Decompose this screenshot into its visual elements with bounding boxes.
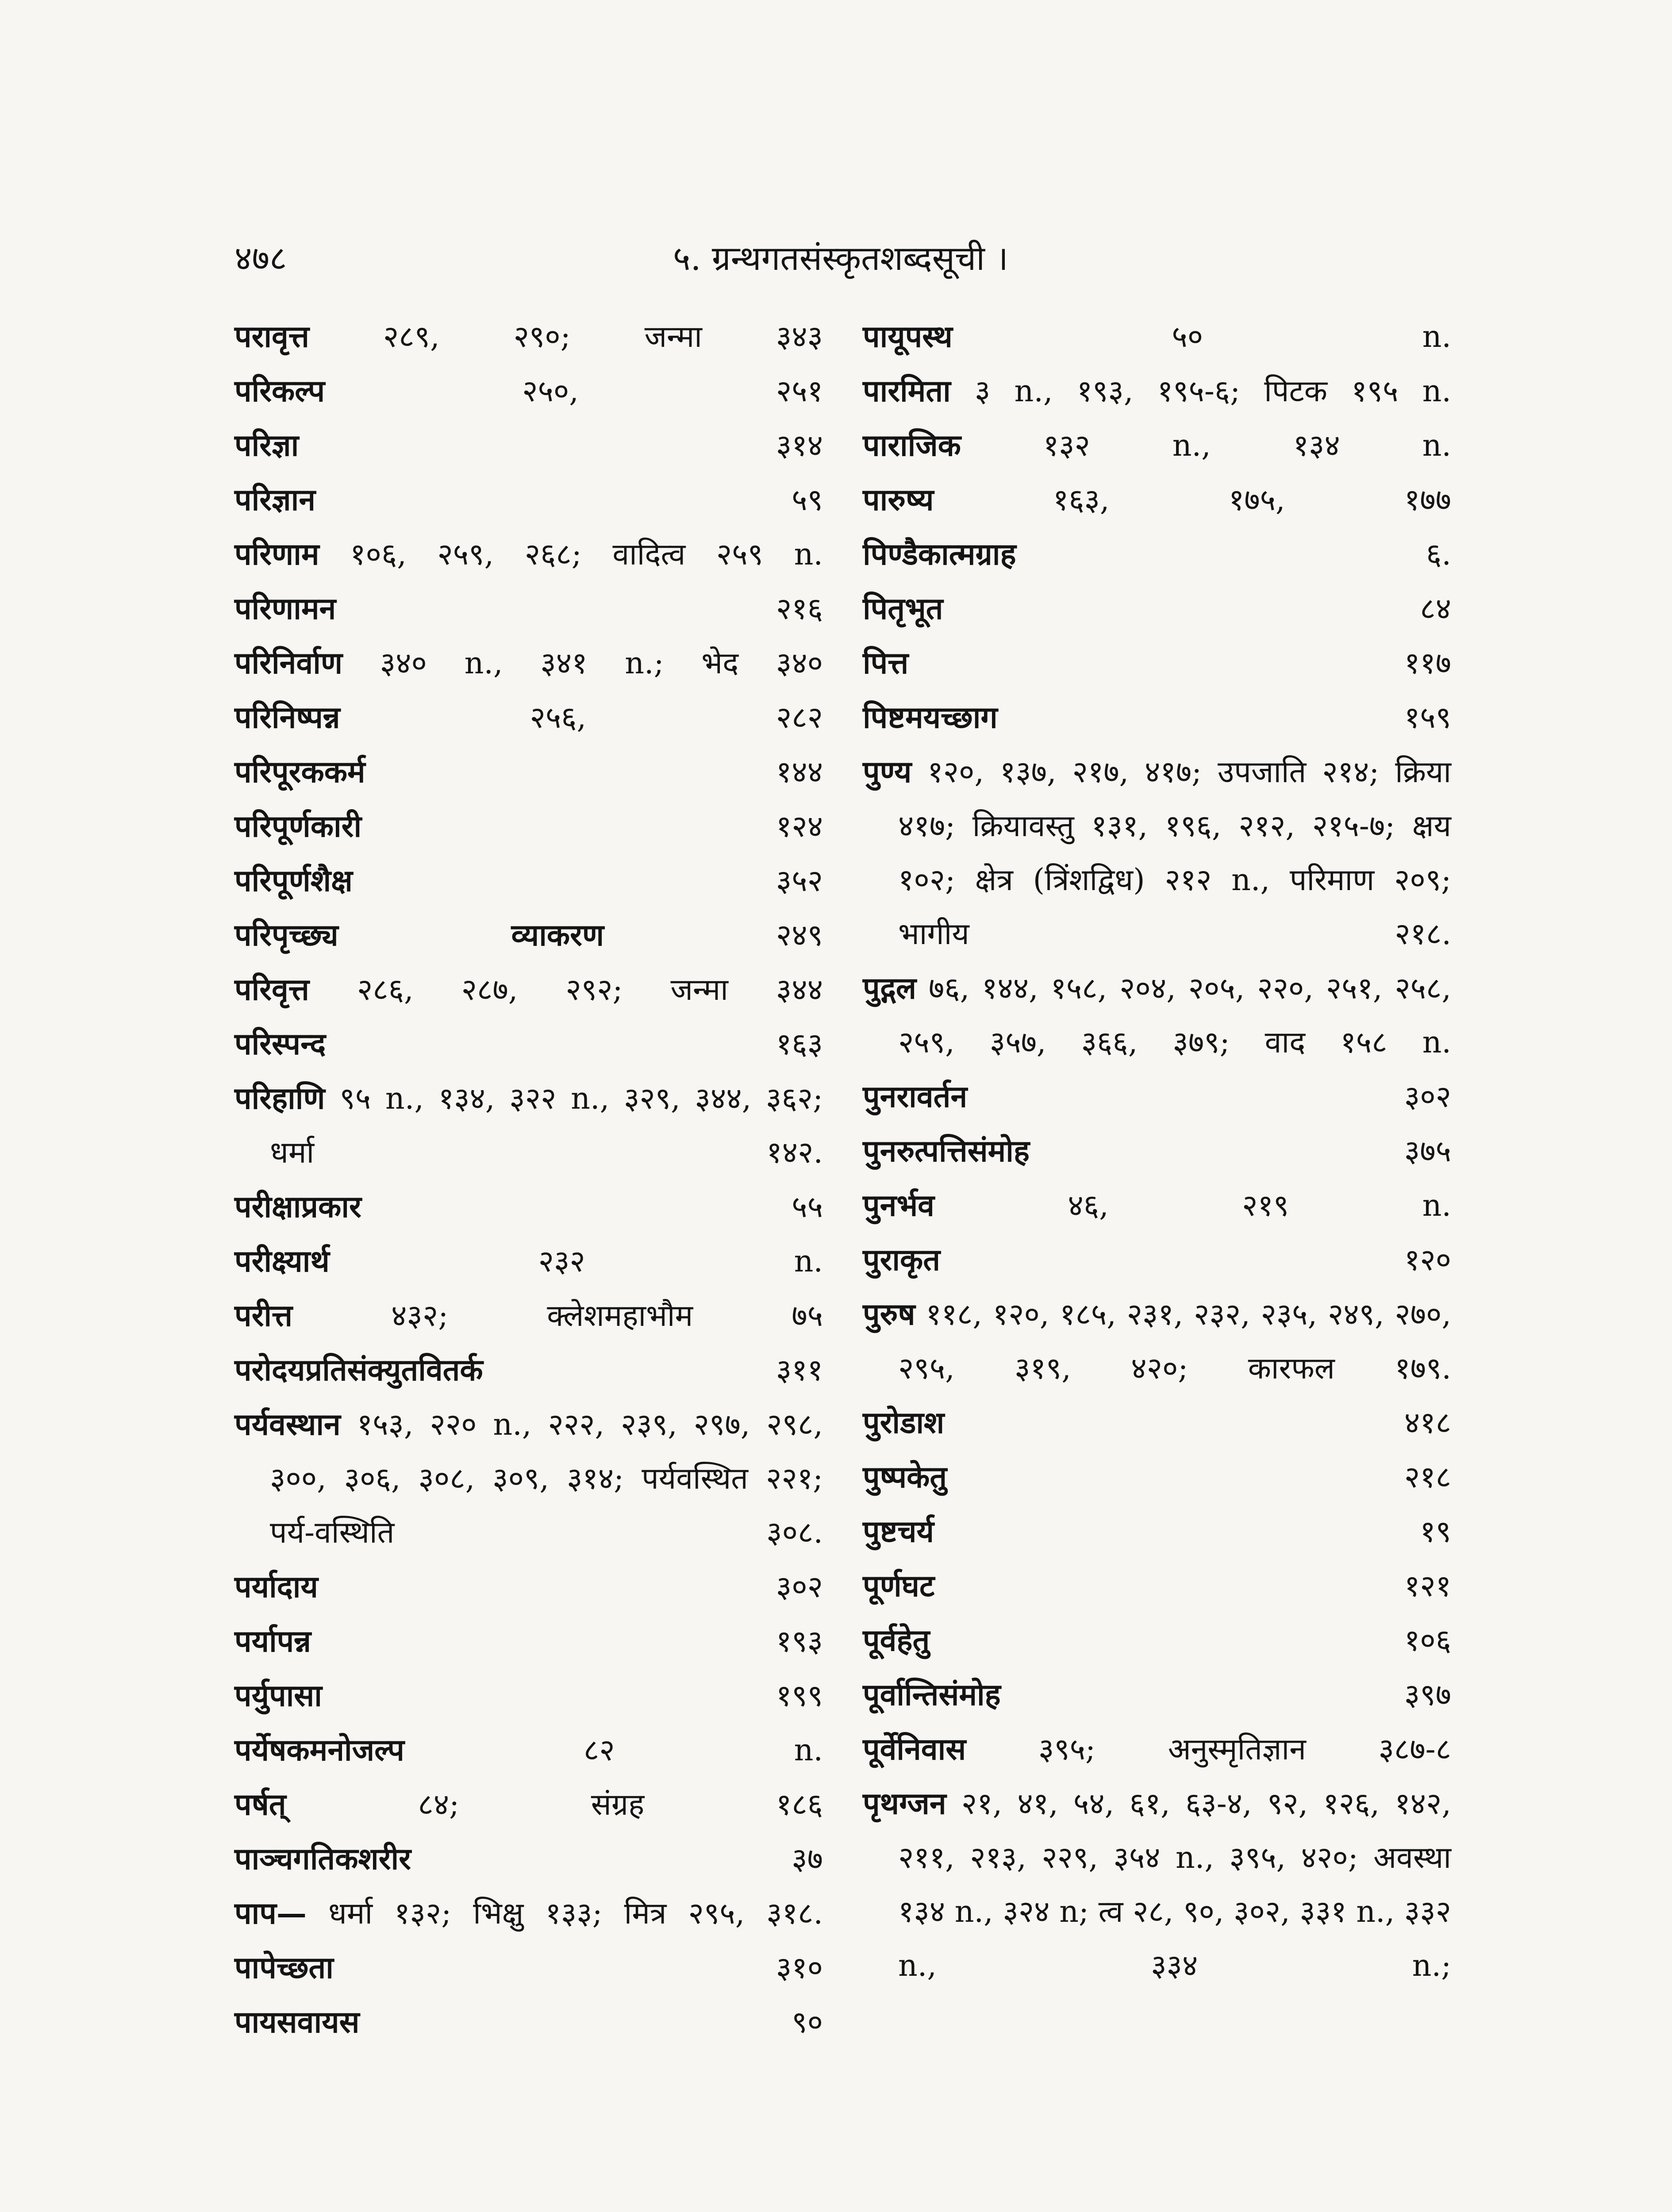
index-references: ३९७ [1404, 1678, 1451, 1713]
index-headword: पायसवायस [234, 2005, 360, 2040]
index-headword: परिज्ञा [234, 428, 299, 463]
index-entry [863, 1124, 1451, 1179]
index-entry [234, 1180, 823, 1234]
index-entry [863, 961, 1451, 1070]
index-headword: परिपूर्णकारी [234, 809, 362, 844]
index-references: ९० [792, 2005, 823, 2040]
index-headword: परिज्ञान [234, 482, 315, 518]
index-entry [234, 473, 823, 527]
index-headword: पुद्गल [863, 971, 916, 1006]
index-references: ९५ n., १३४, ३२२ n., ३२९, ३४४, ३६२; धर्मा १४२. [270, 1081, 823, 1170]
index-references: १४४ [776, 755, 823, 790]
index-headword: पित्त [863, 645, 909, 681]
index-references: ३०२ [1404, 1079, 1451, 1114]
index-references: ३९५; अनुस्मृतिज्ञान ३८७-८ [1038, 1732, 1451, 1767]
index-entry [863, 310, 1451, 364]
index-references: १९ [1420, 1514, 1451, 1549]
index-references: ३०२ [776, 1570, 823, 1605]
index-headword: पुनरुत्पत्तिसंमोह [863, 1133, 1030, 1169]
index-references: ५० n. [1172, 319, 1451, 354]
index-headword: परिपृच्छ्य व्याकरण [234, 918, 604, 953]
index-entry [234, 1071, 823, 1180]
index-headword: पर्यादाय [234, 1569, 318, 1605]
index-entry [863, 1559, 1451, 1613]
index-headword: पारुष्य [863, 482, 934, 518]
index-headword: पर्येषकमनोजल्प [234, 1732, 404, 1768]
index-headword: पुण्य [863, 754, 912, 790]
running-title: ५. ग्रन्थगतसंस्कृतशब्दसूची । [673, 238, 1008, 278]
index-headword: परिणामन [234, 591, 336, 626]
index-references: ३१० [776, 1951, 823, 1985]
index-entry [234, 1614, 823, 1669]
index-entry [863, 1179, 1451, 1233]
index-references: २५६, २८२ [530, 700, 823, 735]
index-references: १५३, २२० n., २२२, २३९, २९७, २९८, ३००, ३०६, ३०८, ३०९, ३१४; पर्यवस्थित २२१; पर्य-वस्थिति ३०८. [270, 1407, 823, 1550]
index-headword: पाराजिक [863, 428, 961, 463]
index-entry [863, 1613, 1451, 1668]
index-headword: परावृत्त [234, 319, 309, 354]
index-headword: परीत्त [234, 1298, 293, 1333]
index-references: २३२ n. [538, 1244, 823, 1279]
index-entry [234, 1995, 823, 2050]
index-references: ४१८ [1404, 1406, 1451, 1440]
index-references: ४३२; क्लेशमहाभौम ७५ [391, 1298, 823, 1333]
index-entry [234, 1398, 823, 1560]
index-entry [863, 1287, 1451, 1396]
index-references: २१, ४१, ५४, ६१, ६३-४, ९२, १२६, १४२, २११, २१३, २२९, ३५४ n., ३९५, ४२०; अवस्था १३४ n., ३२४ n; त्व २८, ९०, ३०२, ३३१ n., ३३२ n., ३३४ n.; [898, 1786, 1451, 1983]
index-references: ७६, १४४, १५८, २०४, २०५, २२०, २५१, २५८, २५९, ३५७, ३६६, ३७९; वाद १५८ n. [898, 971, 1451, 1060]
index-entry [234, 1017, 823, 1071]
index-entry [234, 419, 823, 473]
index-columns [234, 310, 1451, 2212]
index-references: ३७ [792, 1842, 823, 1877]
index-headword: पिण्डैकात्मग्राह [863, 537, 1016, 572]
index-headword: पर्षत् [234, 1787, 286, 1822]
index-entry [234, 745, 823, 799]
index-entry [863, 1233, 1451, 1287]
index-entry [863, 1722, 1451, 1777]
index-entry [863, 582, 1451, 636]
index-references: १६३ [776, 1027, 823, 1062]
index-headword: पुरोडाश [863, 1405, 945, 1440]
index-entry [234, 1669, 823, 1723]
index-headword: पुनर्भव [863, 1188, 934, 1223]
index-entry [234, 1832, 823, 1886]
index-references: ५५ [792, 1190, 823, 1225]
index-entry [863, 745, 1451, 961]
index-entry [234, 1778, 823, 1832]
index-headword: पायूपस्थ [863, 319, 953, 354]
index-references: ३१४ [776, 428, 823, 463]
index-headword: परिपूर्णशैक्ष [234, 863, 353, 899]
index-references: ५९ [792, 483, 823, 518]
index-headword: पारमिता [863, 373, 951, 409]
index-headword: परोदयप्रतिसंक्युतवितर्क [234, 1352, 483, 1388]
index-headword: पापेच्छता [234, 1950, 334, 1985]
index-entry [234, 963, 823, 1017]
index-references: ६. [1426, 537, 1451, 572]
index-entry [863, 1777, 1451, 1993]
index-headword: परिनिष्पन्न [234, 700, 340, 735]
index-references: २८९, २९०; जन्मा ३४३ [383, 319, 823, 354]
index-entry [234, 908, 823, 963]
index-entry [863, 1668, 1451, 1722]
index-entry [234, 1343, 823, 1398]
index-headword: पूर्वान्तिसंमोह [863, 1677, 1001, 1713]
index-references: धर्मा १३२; भिक्षु १३३; मित्र २९५, ३१८. [328, 1896, 823, 1931]
index-references: ३७५ [1404, 1134, 1451, 1169]
index-headword: पर्युपासा [234, 1678, 322, 1713]
index-references: १२४ [776, 809, 823, 844]
index-references: २५०, २५१ [522, 374, 823, 409]
index-references: ८४ [1420, 591, 1451, 626]
index-references: २१६ [776, 591, 823, 626]
index-references: ३५२ [776, 864, 823, 899]
index-headword: पूर्वेनिवास [863, 1732, 966, 1767]
index-entry [234, 364, 823, 419]
index-entry [863, 364, 1451, 419]
index-entry [863, 1070, 1451, 1124]
page-header [234, 234, 1447, 288]
left-column [234, 310, 823, 2050]
index-references: १०६ [1404, 1623, 1451, 1658]
index-references: १५९ [1404, 700, 1451, 735]
index-headword: पुष्पकेतु [863, 1459, 947, 1495]
index-headword: परिनिर्वाण [234, 645, 342, 681]
index-entry [234, 1941, 823, 1995]
index-entry [234, 1234, 823, 1289]
index-references: १६३, १७५, १७७ [1053, 483, 1452, 518]
index-references: ११८, १२०, १८५, २३१, २३२, २३५, २४९, २७०, २९५, ३१९, ४२०; कारफल १७९. [898, 1297, 1451, 1386]
index-references: २१८ [1404, 1460, 1451, 1495]
index-headword: परिस्पन्द [234, 1026, 326, 1062]
index-entry [234, 1723, 823, 1778]
index-references: ८२ n. [583, 1733, 823, 1768]
index-references: १२०, १३७, २१७, ४१७; उपजाति २१४; क्रिया ४१७; क्रियावस्तु १३१, १९६, २१२, २१५-७; क्षय १०२; क्षेत्र (त्रिंशद्विध) २१२ n., परिमाण २०९; भागीय २१८. [898, 755, 1451, 952]
index-references: ८४; संग्रह १८६ [418, 1787, 823, 1822]
index-headword: पुनरावर्तन [863, 1079, 968, 1114]
index-headword: परिकल्प [234, 373, 325, 409]
index-references: १३२ n., १३४ n. [1043, 428, 1451, 463]
index-headword: परिपूरककर्म [234, 754, 365, 790]
index-entry [234, 582, 823, 636]
index-headword: परीक्षाप्रकार [234, 1189, 361, 1225]
index-entry [863, 1396, 1451, 1450]
index-headword: पूर्णघट [863, 1568, 935, 1604]
index-headword: पर्यापन्न [234, 1624, 311, 1659]
index-entry [863, 691, 1451, 745]
index-headword: पृथग्जन [863, 1786, 946, 1821]
index-entry [234, 854, 823, 908]
index-headword: पितृभूत [863, 591, 943, 626]
index-headword: पुराकृत [863, 1242, 941, 1278]
index-entry [863, 636, 1451, 691]
index-references: १९३ [776, 1624, 823, 1659]
index-entry [863, 473, 1451, 527]
index-references: ११७ [1404, 646, 1451, 681]
index-entry [234, 799, 823, 854]
index-entry [863, 1450, 1451, 1505]
index-entry [234, 1560, 823, 1614]
index-references: ४६, २१९ n. [1068, 1188, 1451, 1223]
index-headword: पुरुष [863, 1297, 915, 1332]
index-headword: परिहाणि [234, 1081, 325, 1116]
index-references: ३११ [776, 1353, 823, 1388]
index-headword: पर्यवस्थान [234, 1407, 341, 1442]
index-entry [234, 1289, 823, 1343]
index-entry [234, 1886, 823, 1941]
index-references: ३४० n., ३४१ n.; भेद ३४० [380, 646, 823, 681]
index-headword: पिष्टमयच्छाग [863, 700, 998, 735]
index-headword: पाञ्चगतिकशरीर [234, 1841, 411, 1877]
index-references: २४९ [776, 918, 823, 953]
page-number: ४७८ [234, 238, 287, 278]
index-headword: परीक्ष्यार्थ [234, 1244, 330, 1279]
index-references: १९९ [776, 1678, 823, 1713]
index-references: १०६, २५९, २६८; वादित्व २५९ n. [350, 537, 823, 572]
index-references: ३ n., १९३, १९५-६; पिटक १९५ n. [974, 374, 1451, 409]
index-references: २८६, २८७, २९२; जन्मा ३४४ [357, 972, 823, 1007]
index-entry [234, 527, 823, 582]
index-entry [863, 527, 1451, 582]
index-headword: परिवृत्त [234, 972, 309, 1007]
index-references: १२१ [1404, 1569, 1451, 1604]
index-entry [234, 691, 823, 745]
index-entry [863, 419, 1451, 473]
index-entry [234, 636, 823, 691]
index-references: १२० [1404, 1243, 1451, 1278]
index-headword: पूर्वहेतु [863, 1623, 930, 1658]
right-column [863, 310, 1451, 1993]
index-entry [863, 1505, 1451, 1559]
index-entry [234, 310, 823, 364]
index-headword: पुष्टचर्य [863, 1514, 934, 1549]
index-headword: परिणाम [234, 537, 319, 572]
index-headword: पाप— [234, 1896, 307, 1931]
